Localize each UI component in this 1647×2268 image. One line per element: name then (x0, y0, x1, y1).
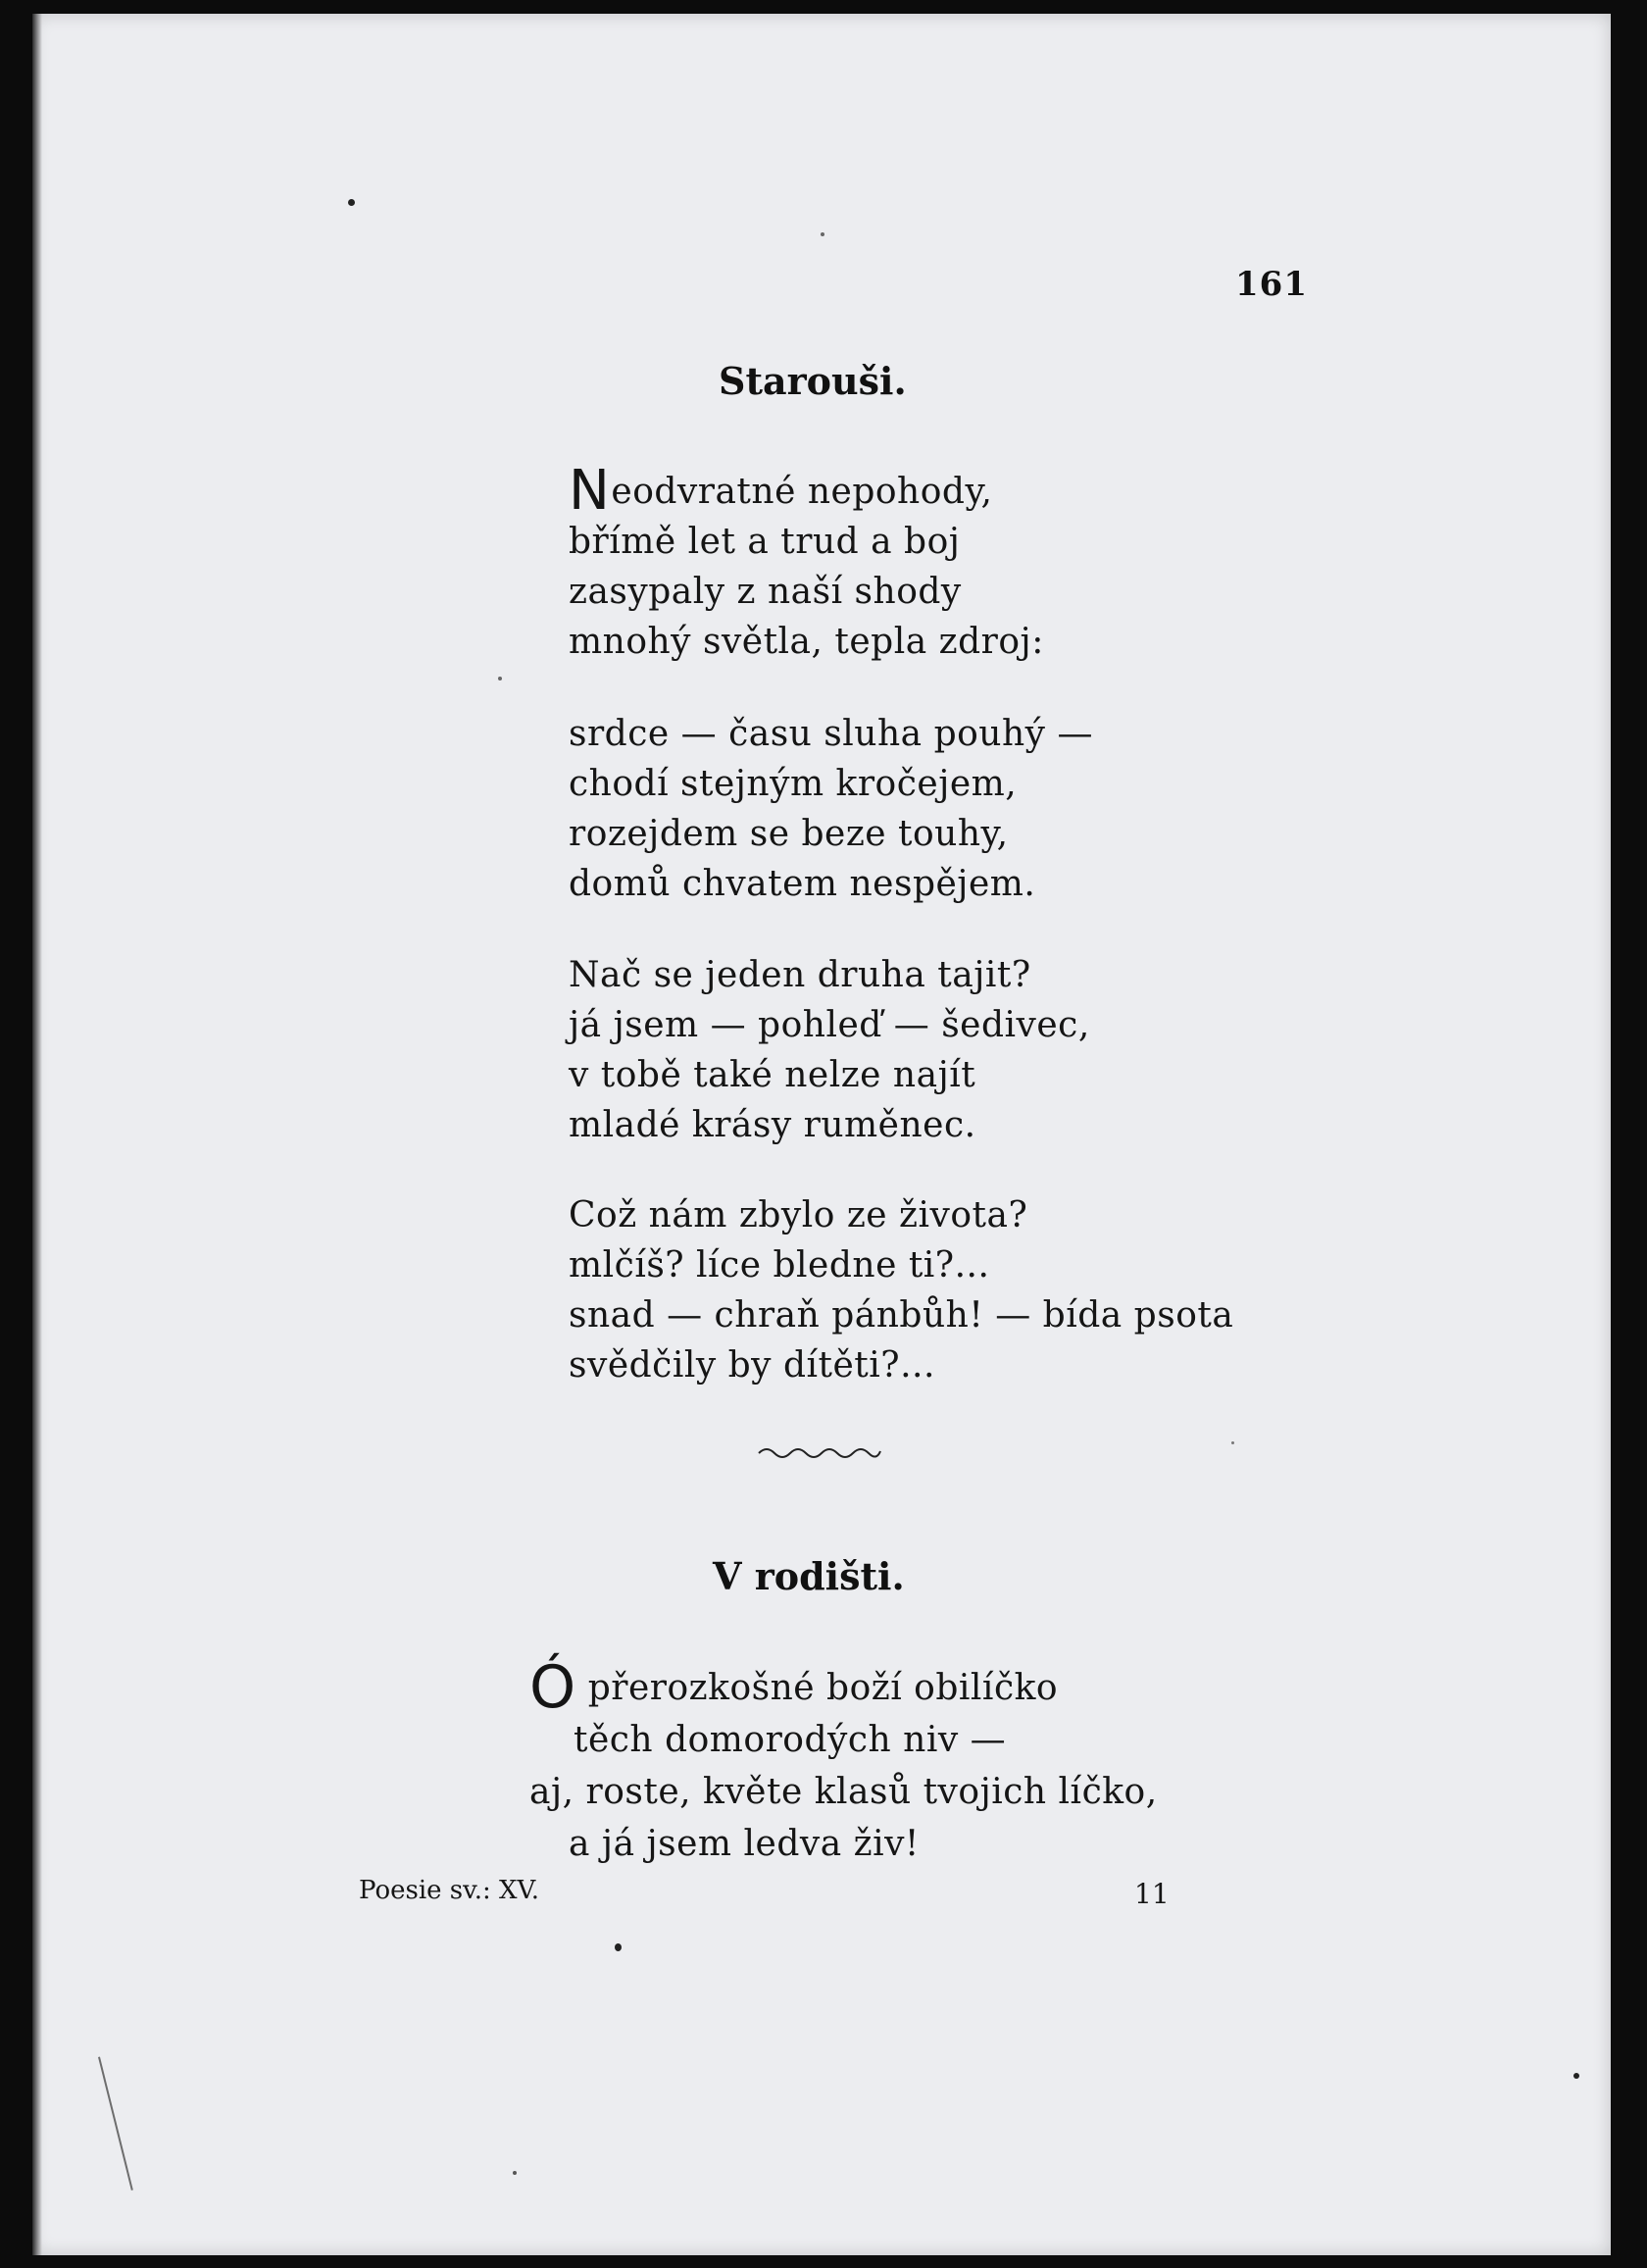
poem-line: snad — chraň pánbůh! — bída psota (569, 1295, 1234, 1336)
dust-speck (1231, 1441, 1234, 1444)
poem-line: mladé krásy ruměnec. (569, 1105, 976, 1145)
drop-initial: N (569, 459, 611, 523)
poem1-stanza-1 (569, 459, 1044, 667)
poem-line: chodí stejným kročejem, (569, 764, 1018, 804)
poem1-stanza-3 (569, 950, 1090, 1150)
drop-initial: Ó (529, 1653, 576, 1722)
footer-signature: Poesie sv.: XV. (359, 1876, 540, 1905)
poem-line: mlčíš? líce bledne ti?... (569, 1245, 990, 1285)
poem-line: já jsem — pohleď — šedivec, (569, 1005, 1090, 1045)
poem-line: zasypaly z naší shody (569, 572, 962, 612)
poem-line: Neodvratné nepohody, (569, 459, 993, 523)
poem-line: rozejdem se beze touhy, (569, 814, 1009, 854)
poem-line: těch domorodých niv — (574, 1720, 1007, 1760)
dust-speck (348, 199, 355, 206)
poem-line: svědčily by dítěti?... (569, 1345, 935, 1386)
dust-speck (513, 2171, 517, 2175)
poem1-stanza-4 (569, 1190, 1233, 1390)
wavy-divider-ornament (757, 1441, 882, 1463)
poem-line: Což nám zbylo ze života? (569, 1195, 1028, 1235)
dust-speck (1573, 2073, 1579, 2079)
dust-speck (498, 677, 502, 680)
poem-line: břímě let a trud a boj (569, 522, 961, 562)
poem-line: srdce — času sluha pouhý — (569, 714, 1093, 754)
poem-line: a já jsem ledva živ! (569, 1824, 920, 1864)
poem1-stanza-2 (569, 709, 1093, 909)
poem-line: Ópřerozkošné boží obilíčko (529, 1653, 1059, 1722)
poem-line: v tobě také nelze najít (569, 1055, 976, 1095)
binding-edge-shadow (32, 14, 42, 2255)
poem-line: Nač se jeden druha tajit? (569, 955, 1031, 995)
dust-speck (615, 1943, 622, 1951)
dust-speck (821, 232, 824, 236)
footer-sheet-number: 11 (1134, 1878, 1170, 1910)
poem-title-starousi: Starouši. (719, 359, 907, 403)
poem2-stanza-1 (529, 1653, 1158, 1870)
poem-title-v-rodisti: V rodišti. (713, 1554, 905, 1598)
poem-line: aj, roste, květe klasů tvojich líčko, (529, 1772, 1158, 1812)
poem-line: domů chvatem nespějem. (569, 864, 1036, 904)
poem-line: mnohý světla, tepla zdroj: (569, 622, 1044, 662)
page-number: 161 (1235, 265, 1308, 304)
